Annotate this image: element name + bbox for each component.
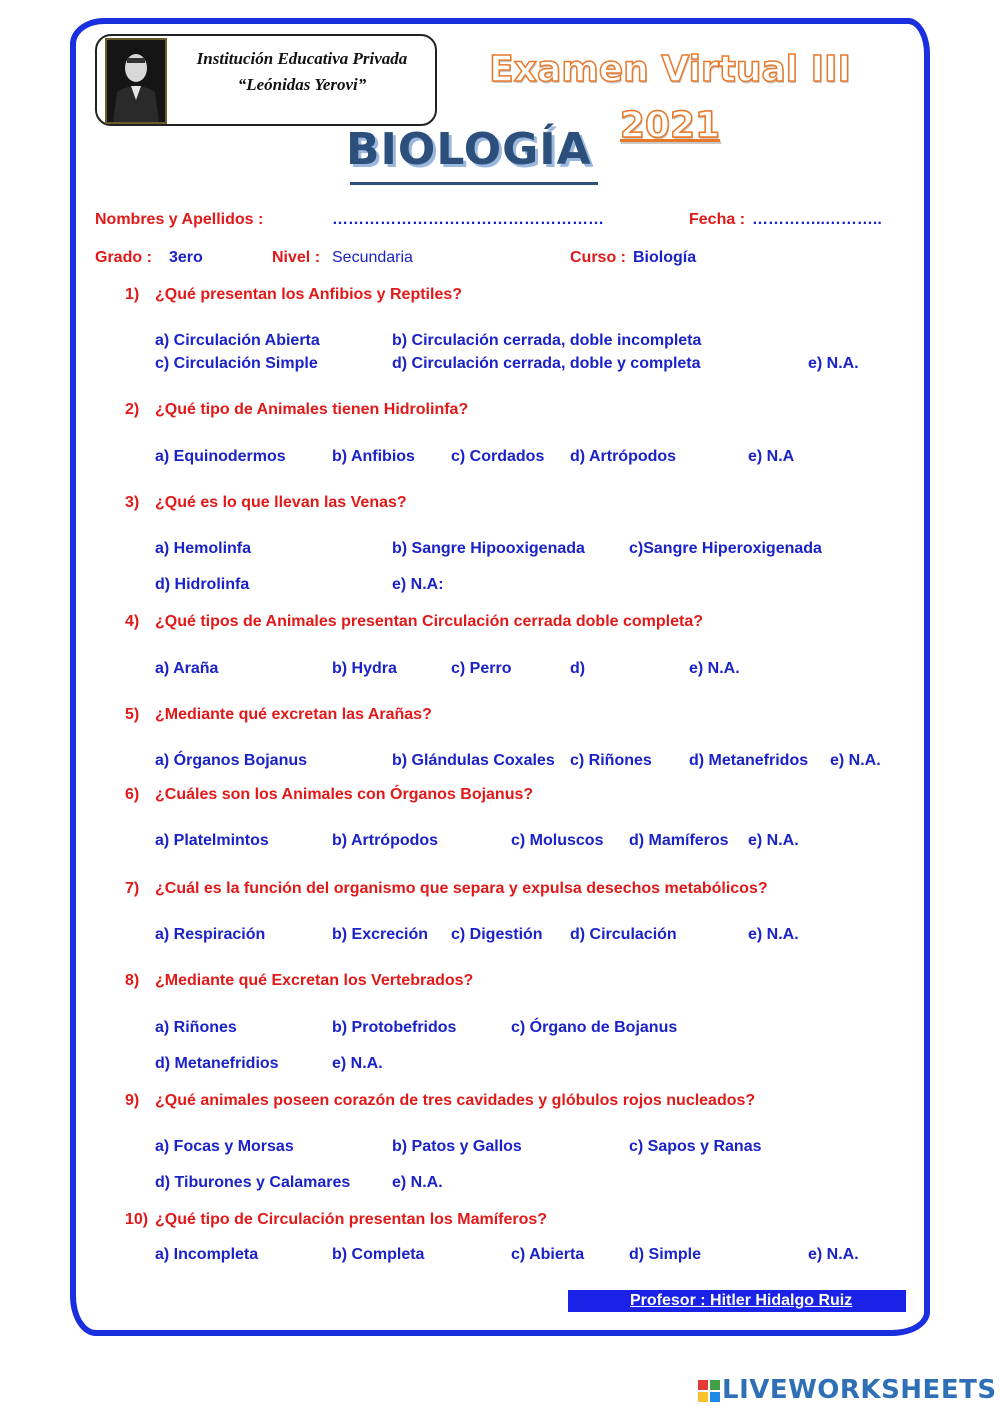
date-blank[interactable]: …………..………..: [752, 211, 882, 228]
answer-option[interactable]: a) Focas y Morsas: [155, 1138, 294, 1155]
question-number: 4): [125, 613, 140, 630]
answer-option[interactable]: a) Órganos Bojanus: [155, 752, 308, 769]
school-name-line1: Institución Educativa Privada: [196, 49, 408, 68]
portrait-icon: [107, 40, 165, 122]
level-value: Secundaria: [332, 249, 413, 266]
question-text: ¿Qué tipo de Animales tienen Hidrolinfa?: [155, 401, 469, 418]
teacher-name: Profesor : Hitler Hidalgo Ruiz: [630, 1292, 853, 1309]
answer-option[interactable]: a) Hemolinfa: [155, 540, 252, 557]
answer-option[interactable]: e) N.A.: [689, 660, 740, 677]
answer-option[interactable]: c) Circulación Simple: [155, 355, 318, 372]
answer-option[interactable]: b) Hydra: [332, 660, 397, 677]
answer-option[interactable]: e) N.A: [748, 448, 795, 465]
answer-option[interactable]: c) Moluscos: [511, 832, 604, 849]
answer-option[interactable]: a) Respiración: [155, 926, 266, 943]
answer-option[interactable]: c)Sangre Hiperoxigenada: [629, 540, 822, 557]
answer-option[interactable]: b) Patos y Gallos: [392, 1138, 522, 1155]
question-text: ¿Qué tipo de Circulación presentan los Mamíferos?: [155, 1211, 548, 1228]
answer-option[interactable]: e) N.A.: [808, 355, 859, 372]
question-text: ¿Qué es lo que llevan las Venas?: [155, 494, 407, 511]
answer-option[interactable]: d) Mamíferos: [629, 832, 729, 849]
answer-option[interactable]: e) N.A.: [748, 926, 799, 943]
answer-option[interactable]: d) Tiburones y Calamares: [155, 1174, 351, 1191]
answer-option[interactable]: c) Perro: [451, 660, 512, 677]
answer-option[interactable]: b) Protobefridos: [332, 1019, 457, 1036]
question-text: ¿Mediante qué Excretan los Vertebrados?: [155, 972, 474, 989]
answer-option[interactable]: e) N.A.: [748, 832, 799, 849]
question-text: ¿Qué presentan los Anfibios y Reptiles?: [155, 286, 463, 303]
answer-option[interactable]: d) Metanefridios: [155, 1055, 279, 1072]
answer-option[interactable]: d) Metanefridos: [689, 752, 809, 769]
answer-option[interactable]: e) N.A.: [332, 1055, 383, 1072]
answer-option[interactable]: d) Simple: [629, 1246, 702, 1263]
answer-option[interactable]: e) N.A.: [392, 1174, 443, 1191]
answer-option[interactable]: c) Cordados: [451, 448, 545, 465]
liveworksheets-logo-icon: [698, 1380, 720, 1402]
grade-label: Grado :: [95, 249, 152, 266]
subject-title: BIOLOGÍA: [346, 124, 592, 175]
answer-option[interactable]: a) Araña: [155, 660, 219, 677]
name-blank[interactable]: ……………………………………………: [332, 211, 604, 228]
level-label: Nivel :: [272, 249, 321, 266]
answer-option[interactable]: c) Sapos y Ranas: [629, 1138, 762, 1155]
answer-option[interactable]: a) Riñones: [155, 1019, 237, 1036]
answer-option[interactable]: e) N.A.: [830, 752, 881, 769]
answer-option[interactable]: e) N.A:: [392, 576, 444, 593]
answer-option[interactable]: c) Abierta: [511, 1246, 585, 1263]
founder-portrait: [105, 38, 167, 124]
answer-option[interactable]: b) Anfibios: [332, 448, 415, 465]
question-number: 5): [125, 706, 140, 723]
answer-option[interactable]: b) Glándulas Coxales: [392, 752, 555, 769]
answer-option[interactable]: d): [570, 660, 586, 677]
name-label: Nombres y Apellidos :: [95, 211, 264, 228]
answer-option[interactable]: d) Circulación cerrada, doble y completa: [392, 355, 701, 372]
subject-title-underline: [350, 182, 598, 185]
question-text: ¿Qué animales poseen corazón de tres cavidades y glóbulos rojos nucleados?: [155, 1092, 756, 1109]
answer-option[interactable]: b) Circulación cerrada, doble incompleta: [392, 332, 702, 349]
question-text: ¿Cuáles son los Animales con Órganos Bojanus?: [155, 786, 534, 803]
answer-option[interactable]: a) Platelmintos: [155, 832, 269, 849]
question-number: 1): [125, 286, 140, 303]
school-name-line2: “Leónidas Yerovi”: [237, 75, 367, 94]
school-name: [172, 46, 432, 98]
question-number: 7): [125, 880, 140, 897]
question-number: 9): [125, 1092, 140, 1109]
liveworksheets-watermark: LIVEWORKSHEETS: [722, 1375, 997, 1405]
question-text: ¿Qué tipos de Animales presentan Circulación cerrada doble completa?: [155, 613, 703, 630]
answer-option[interactable]: a) Incompleta: [155, 1246, 259, 1263]
question-number: 3): [125, 494, 140, 511]
answer-option[interactable]: b) Excreción: [332, 926, 429, 943]
answer-option[interactable]: d) Circulación: [570, 926, 677, 943]
answer-option[interactable]: a) Circulación Abierta: [155, 332, 320, 349]
date-label: Fecha :: [689, 211, 746, 228]
exam-title-line2: 2021: [619, 105, 721, 146]
course-label: Curso :: [570, 249, 626, 266]
question-text: ¿Mediante qué excretan las Arañas?: [155, 706, 432, 723]
question-number: 2): [125, 401, 140, 418]
answer-option[interactable]: d) Hidrolinfa: [155, 576, 250, 593]
exam-title-line1: Examen Virtual III: [489, 49, 851, 90]
answer-option[interactable]: c) Digestión: [451, 926, 543, 943]
answer-option[interactable]: c) Riñones: [570, 752, 652, 769]
answer-option[interactable]: d) Artrópodos: [570, 448, 677, 465]
answer-option[interactable]: b) Sangre Hipooxigenada: [392, 540, 585, 557]
answer-option[interactable]: b) Completa: [332, 1246, 425, 1263]
course-value: Biología: [633, 249, 697, 266]
question-text: ¿Cuál es la función del organismo que separa y expulsa desechos metabólicos?: [155, 880, 768, 897]
question-number: 10): [125, 1211, 149, 1228]
answer-option[interactable]: a) Equinodermos: [155, 448, 286, 465]
answer-option[interactable]: c) Órgano de Bojanus: [511, 1019, 678, 1036]
answer-option[interactable]: e) N.A.: [808, 1246, 859, 1263]
question-number: 6): [125, 786, 140, 803]
question-number: 8): [125, 972, 140, 989]
answer-option[interactable]: b) Artrópodos: [332, 832, 439, 849]
grade-value: 3ero: [169, 249, 203, 266]
